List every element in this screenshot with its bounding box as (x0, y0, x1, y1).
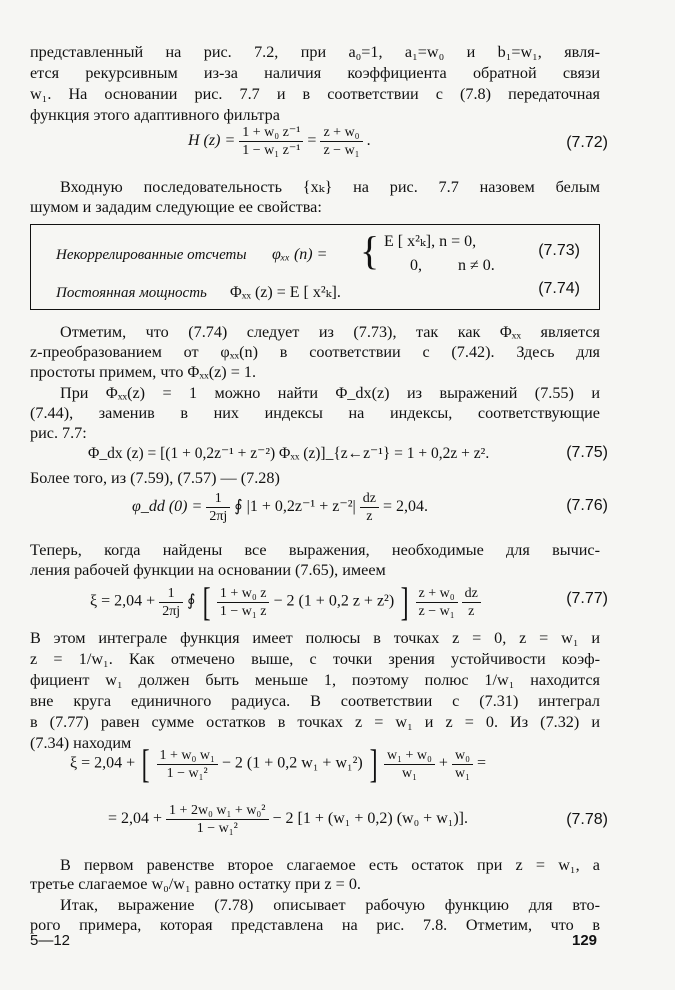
equation-7-77 (90, 579, 481, 624)
equation-number: (7.72) (566, 134, 608, 151)
eq-fraction: $\frac{1}{2\pi j}$ (159, 585, 183, 620)
left-bracket: [ (202, 579, 211, 624)
equation-7-78-line2 (108, 802, 468, 837)
text-line: Более того, из (7.59), (7.57) — (7.28) (30, 469, 280, 487)
text-line: В этом интеграле функция имеет полюсы в точках z = 0, z = w₁ и (30, 629, 600, 647)
eq-rhs: = 2,04. (382, 498, 429, 516)
text-line: В первом равенстве второе слагаемое есть остаток при z = w₁, а (60, 856, 600, 874)
eq-fraction: $\frac{\text{w₀}}{\text{w₁}}$ (452, 747, 473, 782)
text-line: в (7.77) равен сумме остатков в точках z = w₁ и z = 0. Из (7.32) и (30, 713, 600, 731)
text-line: При Φₓₓ(z) = 1 можно найти Φ_dx(z) из выражений (7.55) и (60, 384, 600, 402)
eq-fraction: $\frac{dz}{z}$ (462, 585, 481, 620)
eq-equals: = (476, 754, 486, 772)
text-line: представленный на рис. 7.2, при a₀=1, a₁=w₀ и b₁=w₁, явля- (30, 43, 600, 61)
eq-rest: − 2 (1 + 0,2 w₁ + w₁²) (221, 754, 363, 772)
equation-7-76 (132, 490, 428, 525)
eq-integrand: ∮ |1 + 0,2z⁻¹ + z⁻²| (234, 498, 356, 516)
eq-rest: − 2 [1 + (w₁ + 0,2) (w₀ + w₁)]. (272, 810, 468, 828)
box-row2-label: Постоянная мощность (56, 285, 207, 301)
box-row1-case2: 0, n ≠ 0. (410, 257, 495, 274)
integral-sign: ∮ (187, 592, 196, 610)
page-number: 129 (572, 932, 598, 949)
equation-number: (7.75) (566, 444, 608, 461)
eq-lhs: φ_dd (0) = (132, 498, 203, 516)
eq-lhs: ξ = 2,04 + (70, 754, 136, 772)
eq-lhs: = 2,04 + (108, 810, 163, 828)
equation-7-78-line1 (70, 741, 486, 786)
text-line: функция этого адаптивного фильтра (30, 106, 280, 124)
text-line: Отметим, что (7.74) следует из (7.73), так как Φₓₓ является (60, 323, 600, 341)
eq-fraction: $\frac{\text{1 + w₀ w₁}}{\text{1 − w₁²}}$ (157, 747, 218, 782)
eq-tail: . (366, 132, 371, 150)
text-line: ления рабочей функции на основании (7.65), имеем (30, 561, 386, 579)
eq-lhs: H (z) = (188, 132, 236, 150)
eq-fraction: $\frac{\text{1 + w₀ z}}{\text{1 − w₁ z}}$ (217, 585, 270, 620)
eq-numerator: z + w₀ (320, 124, 362, 142)
box-row1-case1: E [ x²ₖ], n = 0, (384, 233, 477, 250)
text-line: шумом и зададим следующие ее свойства: (30, 198, 322, 216)
printer-signature: 5—12 (30, 932, 71, 949)
text-line: Теперь, когда найдены все выражения, необходимые для вычис- (30, 541, 600, 559)
eq-fraction: $\frac{\text{1 + 2w₀ w₁ + w₀²}}{\text{1 − w₁²}}$ (166, 802, 268, 837)
text-line: простоты примем, что Φₓₓ(z) = 1. (30, 363, 257, 381)
right-bracket: ] (369, 741, 378, 786)
text-line: рис. 7.7: (30, 424, 87, 442)
text-line: (7.44), заменив в них индексы на индексы, соответствующие (30, 404, 600, 422)
eq-lhs: ξ = 2,04 + (90, 592, 156, 610)
equation-7-72 (188, 124, 371, 159)
text-line: фициент w₁ должен быть меньше 1, поэтому полюс 1/w₁ находится (30, 671, 600, 689)
eq-fraction (320, 124, 362, 159)
equation-number: (7.78) (566, 811, 608, 828)
right-bracket: ] (400, 579, 409, 624)
eq-inner-rest: − 2 (1 + 0,2 z + z²) (273, 592, 395, 610)
text-line: z-преобразованием от φₓₓ(n) в соответствии с (7.42). Здесь для (30, 343, 600, 361)
text-line: (7.34) находим (30, 734, 132, 752)
left-bracket: [ (141, 741, 150, 786)
box-row2-formula: Φₓₓ (z) = E [ x²ₖ]. (230, 284, 341, 301)
eq-fraction (239, 124, 303, 159)
text-line: ется рекурсивным из-за наличия коэффициента обратной связи (30, 64, 600, 82)
box-row1-lhs: φₓₓ (n) = (272, 246, 328, 263)
eq-denominator: 1 − w₁ z⁻¹ (242, 143, 301, 158)
text-line: Входную последовательность {xₖ} на рис. 7.7 назовем белым (60, 178, 600, 196)
eq-fraction: $\frac{1}{2\pi j}$ (206, 490, 230, 525)
text-line: w₁. На основании рис. 7.7 и в соответствии с (7.8) передаточная (30, 85, 600, 103)
text-line: Итак, выражение (7.78) описывает рабочую функцию для вто- (60, 896, 600, 914)
equation-number: (7.73) (538, 242, 580, 259)
eq-fraction: $\frac{\text{z + w₀}}{\text{z − w₁}}$ (416, 585, 458, 620)
text-line: z = 1/w₁. Как отмечено выше, с точки зрения устойчивости коэф- (30, 650, 600, 668)
box-row1-label: Некоррелированные отсчеты (56, 247, 247, 263)
eq-numerator: 1 + w₀ z⁻¹ (239, 124, 303, 142)
eq-fraction: $\frac{dz}{z}$ (360, 490, 379, 525)
equation-number: (7.77) (566, 590, 608, 607)
equation-number: (7.76) (566, 497, 608, 514)
eq-plus: + (438, 754, 448, 772)
text-line: вне круга единичного радиуса. В соответствии с (7.31) интеграл (30, 692, 600, 710)
left-brace: { (360, 228, 380, 273)
text-line: третье слагаемое w₀/w₁ равно остатку при z = 0. (30, 875, 361, 893)
eq-fraction: $\frac{\text{w₁ + w₀}}{\text{w₁}}$ (384, 747, 435, 782)
equation-7-75: Φ_dx (z) = [(1 + 0,2z⁻¹ + z⁻²) Φₓₓ (z)]_{z←z⁻¹} = 1 + 0,2z + z². (88, 445, 490, 462)
text-line: рого примера, которая представлена на рис. 7.8. Отметим, что в (30, 916, 600, 934)
eq-equals: = (307, 132, 317, 150)
equation-number: (7.74) (538, 280, 580, 297)
eq-denominator: z − w₁ (323, 143, 360, 158)
